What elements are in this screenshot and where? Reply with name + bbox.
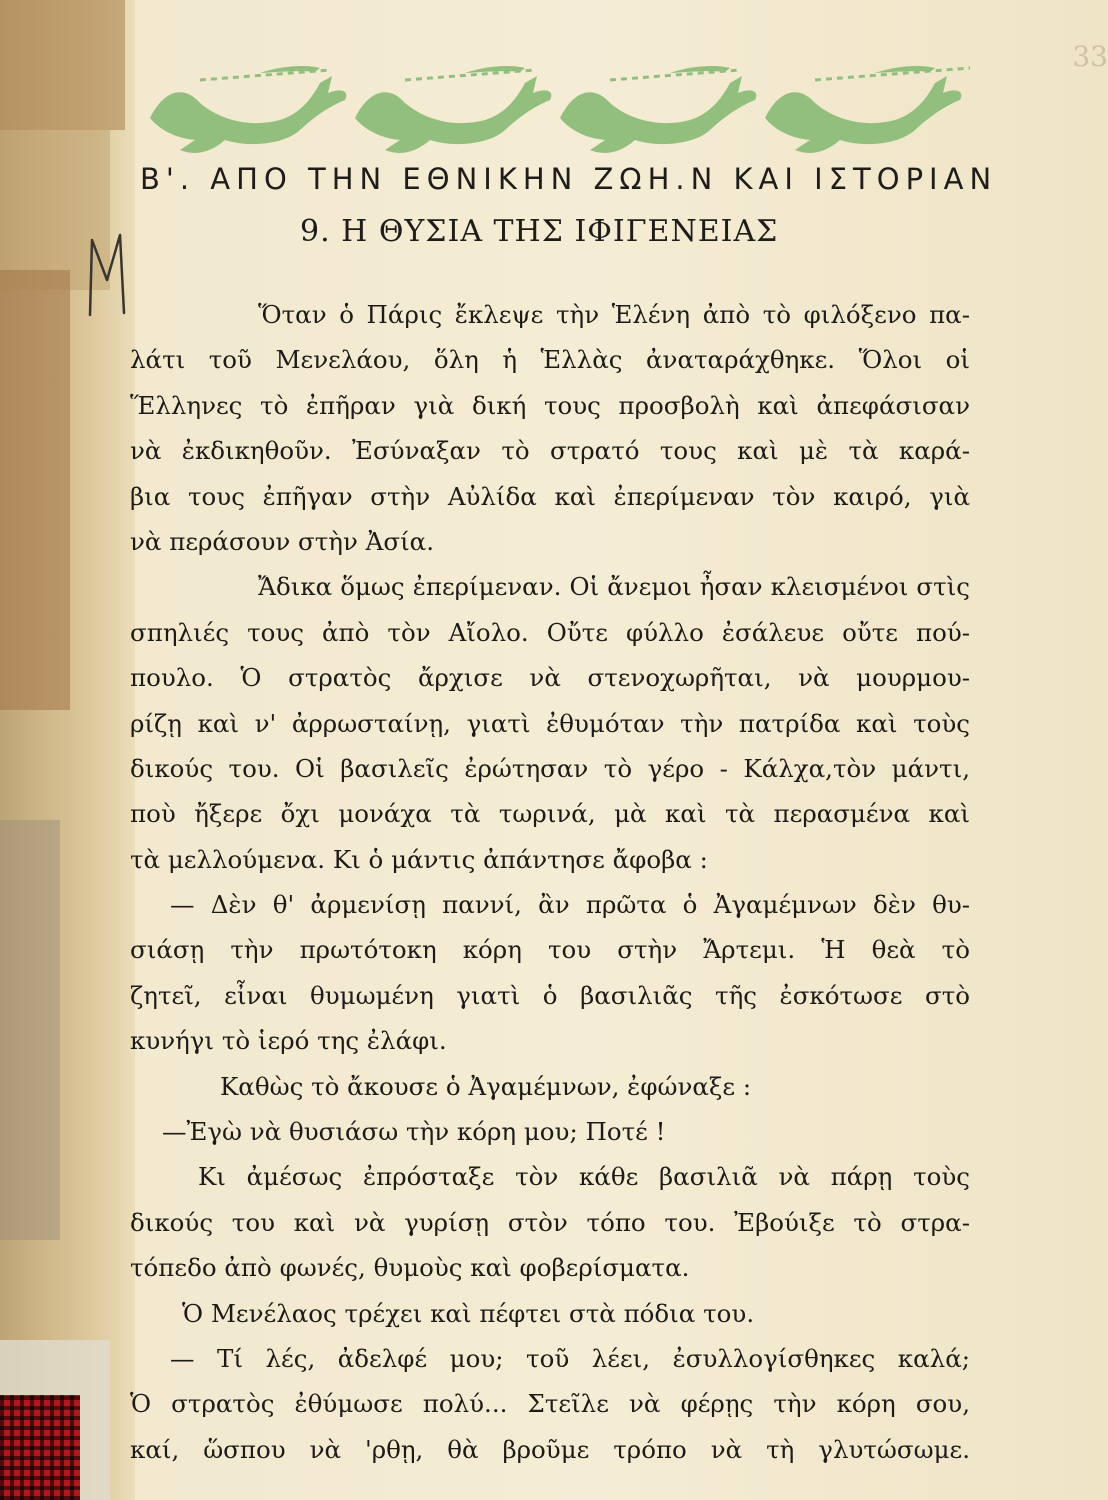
text-line: ρίζῃ καὶ ν' ἀρρωσταίνῃ, γιατὶ ἐθυμόταν τὴν πατρίδα καὶ τοὺς [130,708,970,738]
text-line: σιάσῃ τὴν πρωτότοκη κόρη του στὴν Ἄρτεμι. Ἡ θεὰ τὸ [130,935,970,965]
text-line: Καθὼς τὸ ἄκουσε ὁ Ἀγαμέμνων, ἐφώναξε : [220,1071,752,1101]
text-line: τὰ μελλούμενα. Κι ὁ μάντις ἀπάντησε ἄφοβα : [130,844,708,874]
text-line: βια τους ἐπῆγαν στὴν Αὐλίδα καὶ ἐπερίμεναν τὸν καιρό, γιὰ [130,481,970,511]
gazelle-icon [355,66,551,153]
gazelle-icon [150,66,346,153]
text-line: Κι ἀμέσως ἐπρόσταξε τὸν κάθε βασιλιᾶ νὰ πάρῃ τοὺς [198,1162,970,1192]
text-line: — Τί λές, ἀδελφέ μου; τοῦ λέει, ἐσυλλογίσθηκες καλά; [170,1343,970,1373]
gazelle-icon [560,66,756,153]
page-number: 33 [1072,40,1108,73]
tape-strip [0,270,70,710]
text-line: Ὁ στρατὸς ἐθύμωσε πολύ... Στεῖλε νὰ φέρῃς τὴν κόρη σου, [130,1389,970,1419]
text-line: ζητεῖ, εἶναι θυμωμένη γιατὶ ὁ βασιλιᾶς τῆς ἐσκότωσε στὸ [130,980,970,1010]
text-line: πουλο. Ὁ στρατὸς ἄρχισε νὰ στενοχωρῆται, νὰ μουρμου- [130,663,970,693]
text-line: δικούς του καὶ νὰ γυρίσῃ στὸν τόπο του. Ἐβούιξε τὸ στρα- [130,1207,970,1237]
tape-strip [0,0,125,130]
section-heading: Β'. ΑΠΟ ΤΗΝ ΕΘΝΙΚΗΝ ΖΩΗ.Ν ΚΑΙ ΙΣΤΟΡΙΑΝ [140,162,998,196]
text-line: λάτι τοῦ Μενελάου, ὅλη ἡ Ἑλλὰς ἀναταράχθηκε. Ὅλοι οἱ [130,345,970,375]
text-line: —Ἐγὼ νὰ θυσιάσω τὴν κόρη μου; Ποτέ ! [162,1117,666,1147]
text-line: νὰ περάσουν στὴν Ἀσία. [130,526,435,556]
text-line: ποὺ ἤξερε ὄχι μονάχα τὰ τωρινά, μὰ καὶ τὰ περασμένα καὶ [130,799,970,829]
story-text [130,292,970,1472]
handwritten-margin-mark [82,225,132,320]
text-line: Ὅταν ὁ Πάρις ἔκλεψε τὴν Ἑλένη ἀπὸ τὸ φιλόξενο πα- [258,300,970,329]
tape-strip [0,820,60,1240]
text-line: δικούς του. Οἱ βασιλεῖς ἐρώτησαν τὸ γέρο - Κάλχα,τὸν μάντι, [130,753,970,783]
plaid-fabric-corner [0,1395,80,1500]
text-line: καί, ὥσπου νὰ 'ρθῃ, θὰ βροῦμε τρόπο νὰ τὴ γλυτώσωμε. [130,1434,970,1464]
text-line: κυνήγι τὸ ἱερό της ἐλάφι. [130,1026,447,1056]
text-line: Ἄδικα ὅμως ἐπερίμεναν. Οἱ ἄνεμοι ἦσαν κλεισμένοι στὶς [258,572,970,602]
text-line: σπηλιές τους ἀπὸ τὸν Αἴολο. Οὔτε φύλλο ἐσάλευε οὔτε πού- [130,617,970,647]
gazelle-frieze-ornament [140,58,975,158]
chapter-title: 9. Η ΘΥΣΙΑ ΤΗΣ ΙΦΙΓΕΝΕΙΑΣ [300,214,779,249]
text-line: Ἕλληνες τὸ ἐπῆραν γιὰ δική τους προσβολὴ καὶ ἀπεφάσισαν [130,390,970,420]
text-line: — Δὲν θ' ἀρμενίσῃ παννί, ἂν πρῶτα ὁ Ἀγαμέμνων δὲν θυ- [170,890,970,920]
text-line: νὰ ἐκδικηθοῦν. Ἐσύναξαν τὸ στρατό τους καὶ μὲ τὰ καρά- [130,436,970,466]
gazelle-icon [765,66,961,153]
text-line: Ὁ Μενέλαος τρέχει καὶ πέφτει στὰ πόδια του. [182,1298,755,1328]
text-line: τόπεδο ἀπὸ φωνές, θυμοὺς καὶ φοβερίσματα. [130,1253,690,1283]
